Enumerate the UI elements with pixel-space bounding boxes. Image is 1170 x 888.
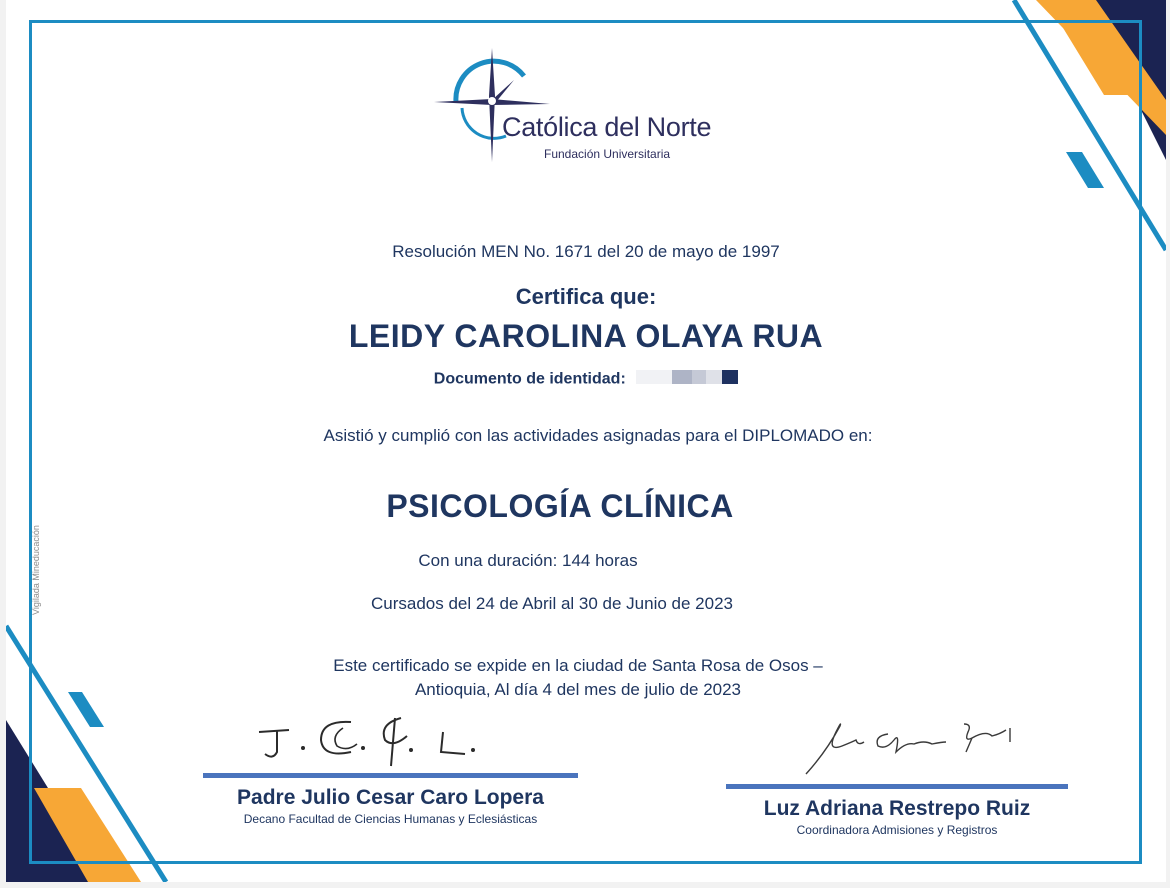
issue-line-2: Antioquia, Al día 4 del mes de julio de 2023	[414, 680, 742, 699]
issue-statement	[6, 654, 1158, 702]
certifies-heading: Certifica que:	[515, 284, 657, 309]
attendance-text: Asistió y cumplió con las actividades asignadas para el DIPLOMADO en:	[323, 426, 873, 445]
issue-line-1: Este certificado se expide en la ciudad de Santa Rosa de Osos –	[333, 656, 823, 675]
institution-logo	[426, 44, 756, 164]
signatory-block-1	[203, 773, 578, 826]
redacted-id-number	[636, 370, 738, 389]
logo-title: Católica del Norte	[502, 112, 712, 142]
signatory-1-name: Padre Julio Cesar Caro Lopera	[237, 786, 544, 809]
vigilada-side-text: Vigilada Mineducación	[31, 525, 41, 615]
signatory-block-2	[726, 784, 1068, 837]
compass-star-icon	[426, 44, 556, 164]
document-line	[6, 370, 1166, 389]
dates-text: Cursados del 24 de Abril al 30 de Junio de 2023	[371, 594, 733, 613]
logo-subtitle: Fundación Universitaria	[544, 147, 671, 161]
signature-line-1	[203, 773, 578, 778]
signature-line-2	[726, 784, 1068, 789]
recipient-name: LEIDY CAROLINA OLAYA RUA	[348, 318, 824, 354]
program-title: PSICOLOGÍA CLÍNICA	[386, 488, 734, 524]
duration-text: Con una duración: 144 horas	[418, 551, 638, 570]
signatory-2-name: Luz Adriana Restrepo Ruiz	[763, 797, 1031, 820]
resolution-text: Resolución MEN No. 1671 del 20 de mayo de 1997	[392, 242, 780, 261]
signature-1-drawing	[251, 708, 491, 768]
document-label: Documento de identidad:	[433, 370, 626, 388]
signatory-1-role: Decano Facultad de Ciencias Humanas y Eclesiásticas	[243, 812, 538, 826]
certificate-page	[6, 0, 1166, 882]
signatory-2-role: Coordinadora Admisiones y Registros	[796, 823, 998, 837]
signature-2-drawing	[796, 712, 1016, 782]
